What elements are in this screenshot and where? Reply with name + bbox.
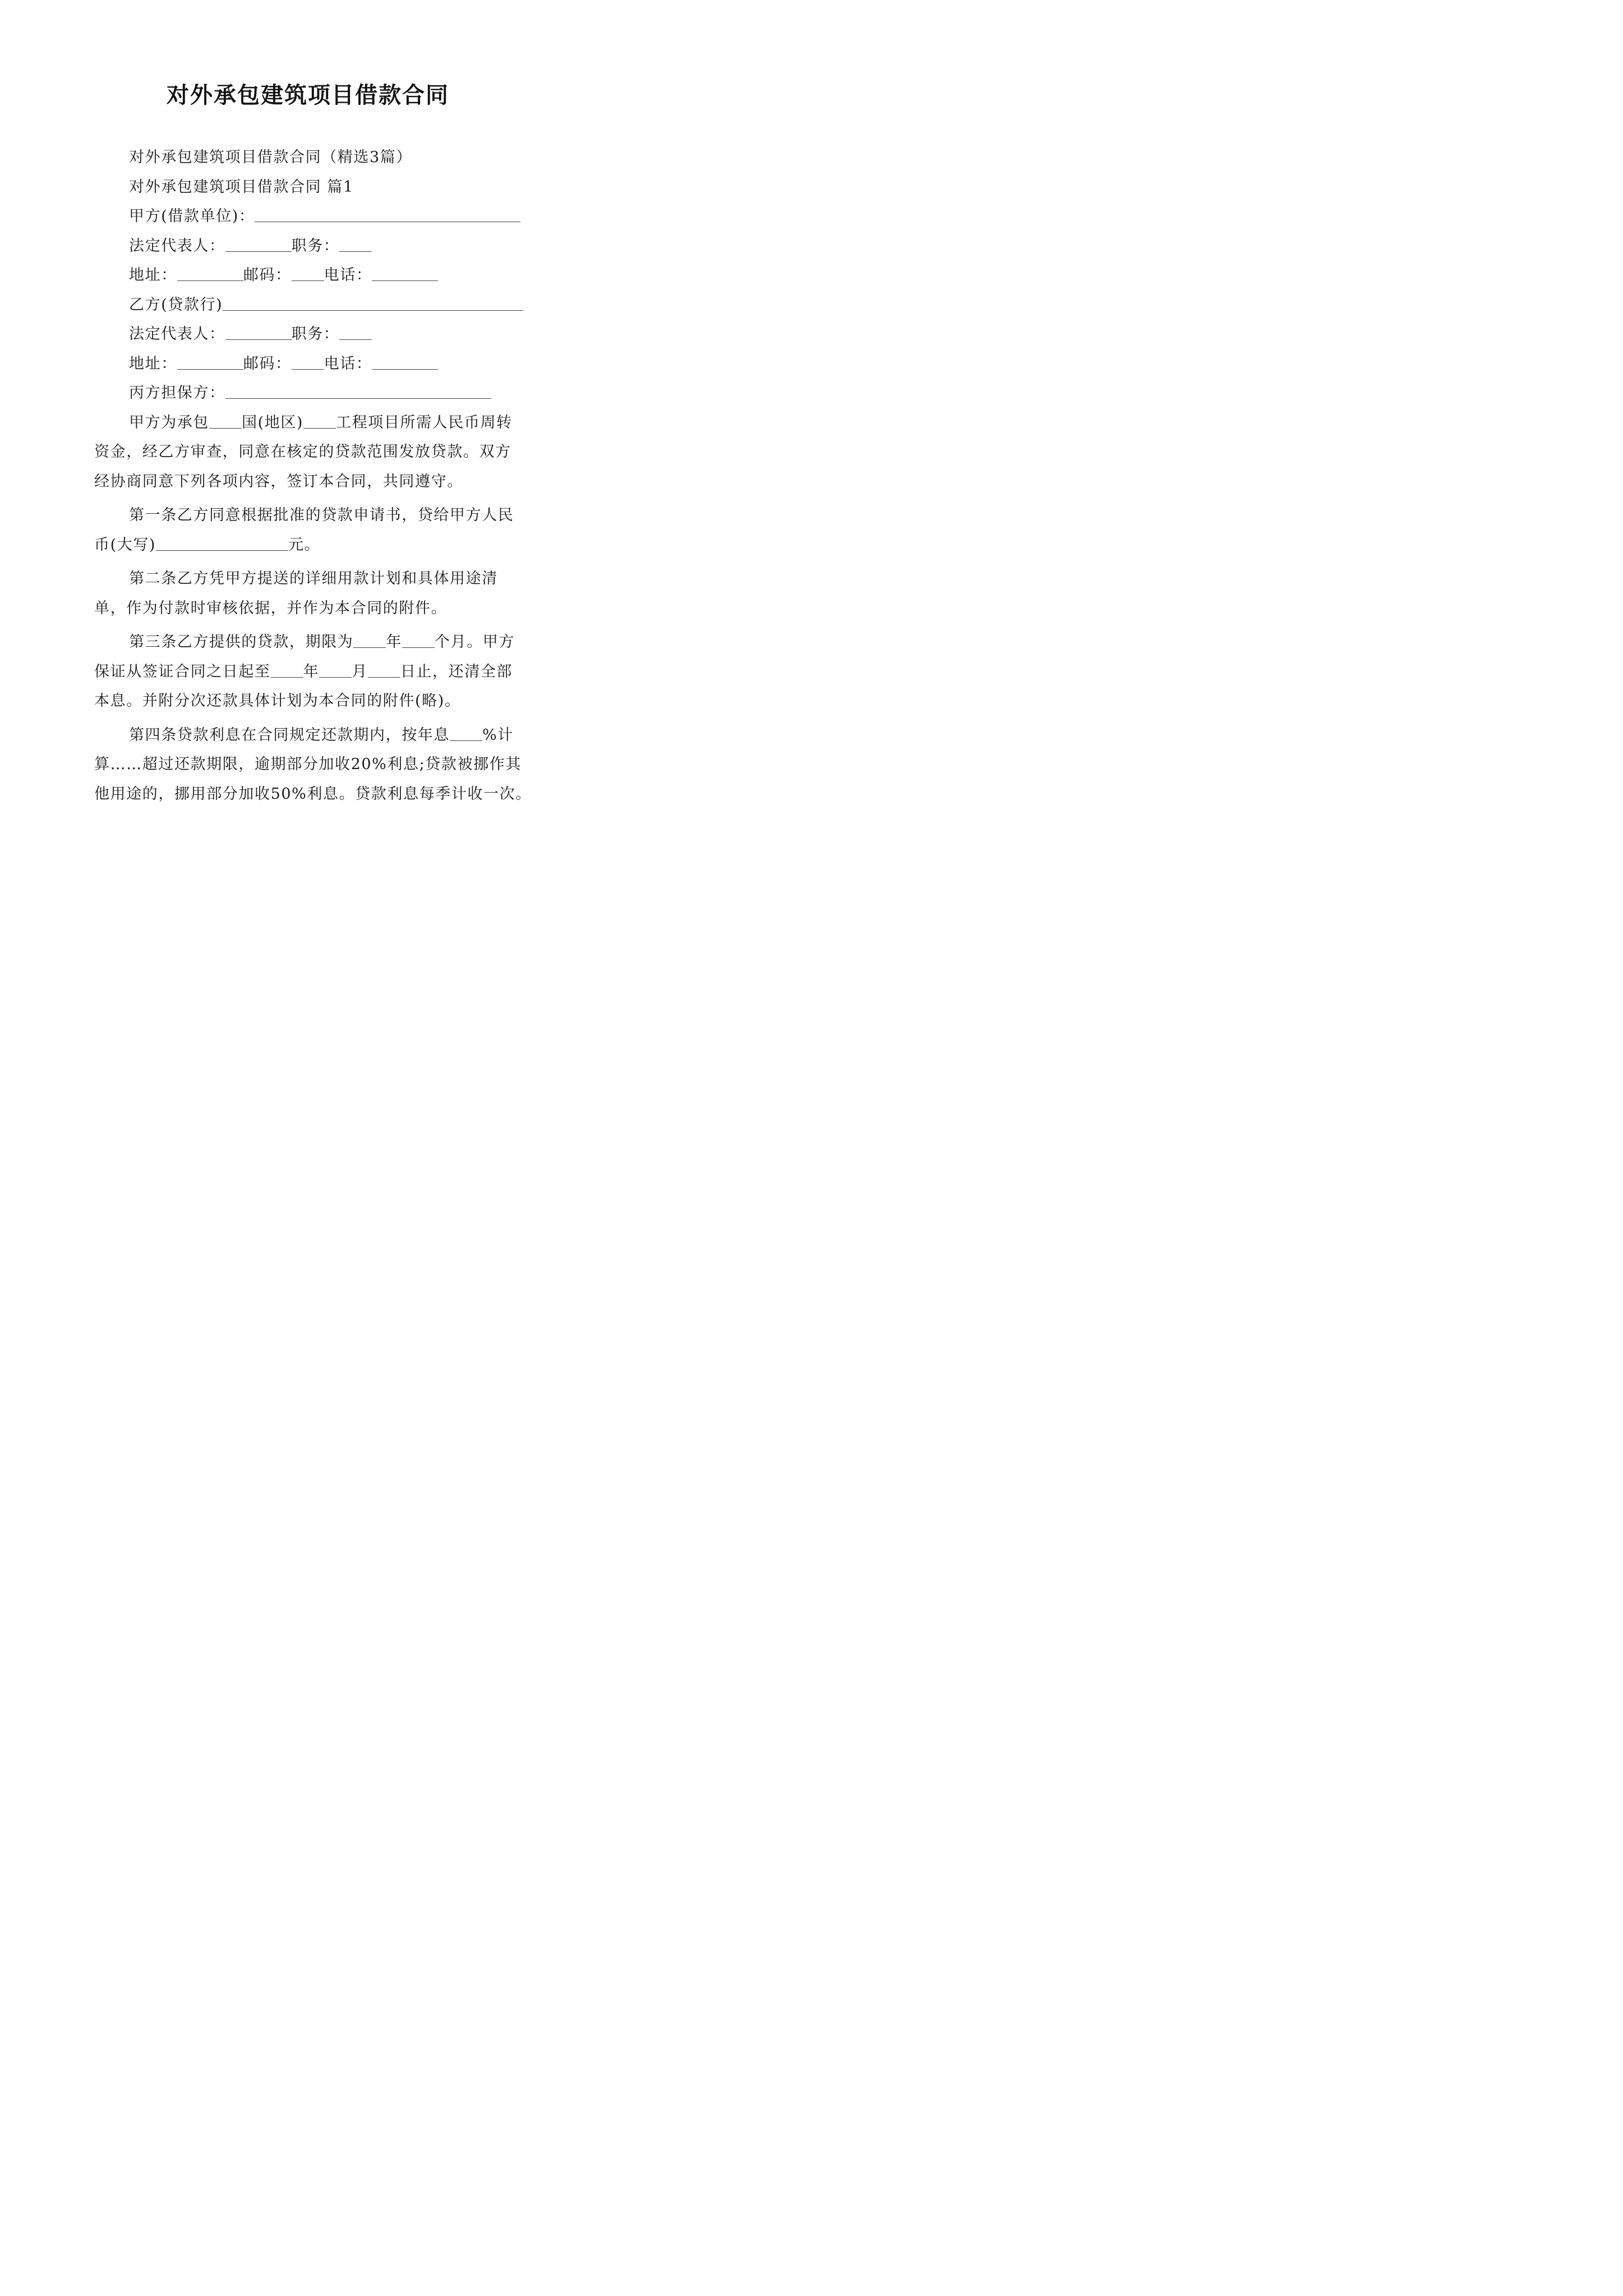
phone-label: 电话：: [324, 266, 372, 284]
article1-line-2: 币(大写) 元。: [94, 531, 537, 560]
legal-rep-blank: [225, 323, 292, 340]
end-month-blank: [319, 660, 352, 678]
document-title: 对外承包建筑项目借款合同: [167, 82, 449, 108]
address-blank: [177, 352, 243, 370]
phone-blank: [372, 352, 438, 370]
postcode-blank: [292, 264, 324, 281]
phone-label: 电话：: [324, 355, 372, 372]
legal-rep-label: 法定代表人：: [129, 237, 225, 255]
article2-line-1: 第二条乙方凭甲方提送的详细用款计划和具体用途清: [129, 570, 498, 587]
party-a-rep-line: [94, 232, 537, 261]
party-b-name-blank: [223, 293, 523, 311]
party-c-name-blank: [225, 381, 491, 399]
party-a-name-blank: [255, 205, 520, 222]
country-blank: [209, 411, 242, 429]
intro-line-2: 资金，经乙方审查，同意在核定的贷款范围发放贷款。双方: [94, 443, 511, 461]
position-blank: [339, 323, 372, 340]
section-heading: 对外承包建筑项目借款合同 篇1: [129, 178, 354, 196]
document-body: [94, 143, 537, 809]
interest-rate-blank: [450, 724, 482, 741]
party-a-address-line: [94, 261, 537, 291]
address-label: 地址：: [129, 266, 177, 284]
position-label: 职务：: [291, 325, 340, 343]
article1-line-1: 第一条乙方同意根据批准的贷款申请书，贷给甲方人民: [129, 507, 514, 524]
article3-line-3: 本息。并附分次还款具体计划为本合同的附件(略)。: [94, 692, 461, 710]
article3-line-2: 保证从签证合同之日起至 年 月 日止，还清全部: [94, 657, 537, 687]
intro-line-3: 经协商同意下列各项内容，签订本合同，共同遵守。: [94, 472, 463, 490]
party-b-label: 乙方(贷款行): [129, 296, 223, 314]
article4-line-1: 第四条贷款利息在合同规定还款期内，按年息 %计: [94, 721, 537, 751]
party-c-line: [94, 379, 537, 408]
party-a-line: [94, 202, 537, 232]
postcode-label: 邮码：: [243, 266, 292, 284]
project-blank: [303, 411, 336, 429]
postcode-label: 邮码：: [243, 355, 292, 372]
intro-line-1: 甲方为承包 国(地区) 工程项目所需人民币周转: [94, 408, 537, 438]
end-year-blank: [271, 660, 303, 678]
party-b-rep-line: [94, 320, 537, 349]
legal-rep-blank: [225, 234, 292, 252]
term-years-blank: [353, 631, 386, 648]
article2-line-2: 单，作为付款时审核依据，并作为本合同的附件。: [94, 599, 448, 617]
party-b-address-line: [94, 349, 537, 379]
party-b-line: [94, 291, 537, 320]
address-blank: [177, 264, 243, 281]
subtitle-line: 对外承包建筑项目借款合同（精选3篇）: [129, 149, 412, 166]
address-label: 地址：: [129, 355, 177, 372]
amount-blank: [156, 533, 288, 551]
phone-blank: [372, 264, 438, 281]
party-c-label: 丙方担保方：: [129, 384, 225, 402]
position-blank: [339, 234, 372, 252]
legal-rep-label: 法定代表人：: [129, 325, 225, 343]
document-page: [0, 0, 616, 871]
end-day-blank: [368, 660, 400, 678]
position-label: 职务：: [291, 237, 340, 255]
term-months-blank: [402, 631, 435, 648]
party-a-label: 甲方(借款单位)：: [129, 208, 255, 225]
article3-line-1: 第三条乙方提供的贷款，期限为 年 个月。甲方: [94, 628, 537, 657]
postcode-blank: [292, 352, 324, 370]
article4-line-3: 他用途的，挪用部分加收50%利息。贷款利息每季计收一次。: [94, 785, 532, 803]
article4-line-2: 算……超过还款期限，逾期部分加收20%利息;贷款被挪作其: [94, 756, 522, 773]
